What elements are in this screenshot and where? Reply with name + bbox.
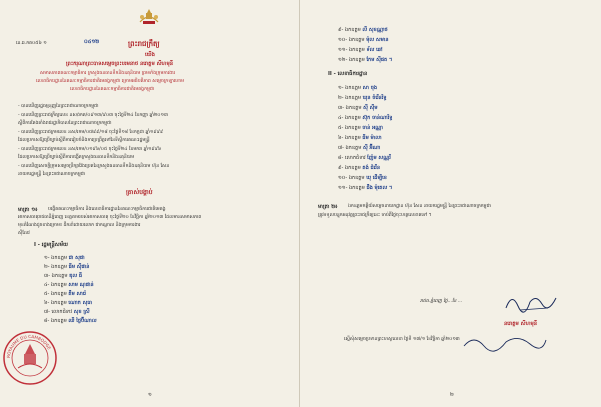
list-item: ១០- ឯកឧត្តម ម៉ុល សមាន	[338, 37, 389, 43]
reference-number: ០៤១២	[84, 39, 100, 45]
list-item: ៨- ឯកឧត្តម ឈី ថ្លៃប៊ីណាល	[44, 318, 97, 324]
consideration-9: នាយករដ្ឋមន្ត្រី នៃព្រះរាជាណាចក្រកម្ពុជា	[18, 172, 86, 177]
list-item: ១២- ឯកឧត្តម កែម ស៊ីផត ។	[338, 57, 393, 63]
list-item: ៦- ឯកឧត្តម ធីម ម៉ាលា	[338, 135, 382, 141]
article-1-line-1: បង្កើតគណៈកម្មាធិការ និងលេខាធិការដ្ឋាននៃគណៈកម្មាធិការជាតិមេគង្គ	[48, 207, 166, 212]
heading-line-2: លេខាធិការដ្ឋាននៃគណៈកម្មាធិការជាតិមេគង្គកម្ពុជា ក្រោមអធិបតីភាព សម្តេចក្រឡាហោម	[36, 79, 185, 84]
list-item: ៤- ឯកឧត្តម ស៊ុក ចាន់ណារិទ្ធ	[338, 115, 393, 121]
list-item: ១១- ឯកឧត្តម ទ័ល ឆៅ	[338, 47, 383, 53]
list-item: ៣- ឯកឧត្តម ស៊ី ស៊ីម	[338, 105, 378, 111]
article-1-line-4: ស៊ីលែវ	[18, 231, 30, 236]
official-seal-icon	[2, 330, 58, 386]
king-line: ព្រះករុណាព្រះបាទសម្តេចព្រះបរមនាថ នរោត្តម សីហមុនី	[66, 61, 174, 67]
article-1-label: មាត្រា ១៖	[18, 207, 38, 213]
article-2-line-1: ឯកឧត្តមកត្តីយ៍សម្ដេចនាយកដ្ឋាន ហ៊ុន សែន នាយករដ្ឋមន្ត្រី នៃព្រះរាជាណាចក្រកម្ពុជា	[348, 204, 491, 209]
consideration-1: - បានឃើញរដ្ឋធម្មនុញ្ញនៃព្រះរាជាណាចក្រកម្ពុជា	[18, 104, 99, 109]
reference-label: នេ.ររ.កត០៥៦ ១	[16, 41, 47, 46]
countersign-line: ស្នើសុំសម្តេចប្រទានព្រះហស្ថលេខា ថ្ងៃទី ១៧/១ ខែវិច្ឆិកា ឆ្នាំ២០១៣	[344, 337, 460, 342]
heading-line-3: លេខាធិការដ្ឋាននៃគណៈកម្មាធិការជាតិមេគង្គកម្ពុជា	[70, 87, 155, 92]
king-signature-label: នរោត្តម សីហមុនី	[504, 321, 538, 327]
list-item: ៩- ឯកឧត្តម គង់ ជំរើន	[338, 165, 381, 171]
list-item: ៥- ឯកឧត្តម ចាន់ អណ្ណា	[338, 125, 383, 131]
decides-title: ត្រាស់បង្គាប់	[126, 189, 153, 196]
consideration-2: - បានឃើញព្រះរាជក្រឹត្យលេខ នស/រកត/០៩១៣/៩០៣ ចុះថ្ងៃទី២៤ ខែកញ្ញា ឆ្នាំ២០១៣	[18, 113, 168, 118]
left-page	[0, 0, 300, 407]
decree-intro: យើង	[145, 52, 155, 58]
article-2-label: មាត្រា ២៖	[318, 204, 338, 210]
list-item: ២- ឯកឧត្តម ធីម ស៊ីផាន់	[44, 264, 90, 270]
article-1-line-3: មុខតំណែងដូចខាងក្រោម៖ ដឹកនាំដោយលោក ជាកណ្តាល និងក្រុមការងារ	[18, 223, 141, 228]
heading-line-1: សមាសភាពគណៈកម្មាធិការ ក្រសួងធនធានទឹកនិងឧតុនិយម ព្រមទាំងក្រុមការងារ	[40, 71, 176, 76]
consideration-7: ដែលប្រកាសឱ្យប្រើច្បាប់ស្តីពីការបង្កើតក្រសួងធនធានទឹកនិងឧតុនិយម	[18, 155, 135, 160]
consideration-3: ស្តីពីការតែងតាំងរាជរដ្ឋាភិបាលនៃព្រះរាជាណាចក្រកម្ពុជា	[18, 121, 112, 126]
countersignature-icon	[460, 330, 550, 356]
section-1-title: I - រដ្ឋមន្ត្រីសម័យ	[34, 242, 68, 248]
list-item: ១១- ឯកឧត្តម ជឹង ម៉ុតេល ។	[338, 185, 393, 191]
seal-text: ROYAUME DU CAMBODGE	[5, 333, 52, 359]
list-item: ៧- ឯកឧត្តម ស៊ី អ៊ីណា	[338, 145, 381, 151]
page-number: ១	[148, 392, 152, 398]
article-2-line-2: ត្រូវទទួលបន្ទុកអនុវត្តព្រះរាជក្រឹត្យនេះ ចាប់ពីថ្ងៃចុះហត្ថលេខាតទៅ ។	[318, 213, 432, 218]
consideration-5: ដែលប្រកាសឱ្យប្រើច្បាប់ស្តីពីការរៀបចំនិងការប្រព្រឹត្តទៅនៃទីស្តីការគណៈរដ្ឋមន្ត្រី	[18, 138, 150, 143]
article-1-line-2: អាកាសធាតុរាជធានីភ្នំពេញ ខេត្តតាមរបស់អាកាសធាតុ ចុះថ្ងៃទី២០ ខែវិច្ឆិកា ឆ្នាំ២០១៣ ដែលមានសមាសភាព	[18, 215, 202, 220]
list-item: ៣- ឯកឧត្តម ឌុល ធី	[44, 273, 82, 279]
list-item: ៤- ឯកឧត្តម សាម ណុផាន់	[44, 282, 94, 288]
section-2-title: II - លេខាធិការដ្ឋាន	[328, 71, 368, 77]
list-item: ១- ឯកឧត្តម សា ចុង	[338, 85, 378, 91]
decree-title: ព្រះរាជក្រឹត្យ	[128, 40, 160, 48]
list-item: ៧- លោកជំទាវ សុខ ស្រី	[44, 309, 90, 315]
handwritten-date: រាជធ.ភ្នំពេញ ថ្ងៃ...ខែ ...	[420, 299, 463, 304]
right-page	[300, 0, 601, 407]
consideration-4: - បានឃើញព្រះរាជក្រមលេខ នស/រកម/០៧៩៩/១៨ ចុះថ្ងៃទី១៨ ខែកក្កដា ឆ្នាំ១៩៩៩	[18, 130, 164, 135]
consideration-6: - បានឃើញព្រះរាជក្រមលេខ នស/រកម/០១៩៦/០៥ ចុះថ្ងៃទី២៤ ខែមករា ឆ្នាំ១៩៩៦	[18, 147, 162, 152]
list-item: ១០- ឯកឧត្តម ឃុ ដើម្បីខេ	[338, 175, 387, 181]
list-item: ៨- លោកជំទាវ ញ៉ែម សណ្ណរី	[338, 155, 391, 161]
list-item: ៩- ឯកឧត្តម លី សុខណ្ណាថ	[338, 27, 388, 33]
consideration-8: - បានឃើញសេចក្តីក្រុមសម្តេចប្រឹក្សាវែងប្រេតនៃក្រសួងធនធានទឹកនិងឧតុនិយម ហ៊ុន សែន	[18, 164, 170, 169]
royal-signature-icon	[500, 288, 560, 316]
list-item: ៦- ឯកឧត្តម ណោក សុធា	[44, 300, 93, 306]
list-item: ១- ឯកឧត្តម ជា សុផា	[44, 255, 85, 261]
list-item: ២- ឯកឧត្តម ឃុន ចំរើនរិទ្ធ	[338, 95, 387, 101]
list-item: ៥- ឯកឧត្តម គឹម សារ៉េ	[44, 291, 87, 297]
royal-crest-icon	[138, 8, 160, 26]
page-number: ២	[450, 392, 454, 398]
